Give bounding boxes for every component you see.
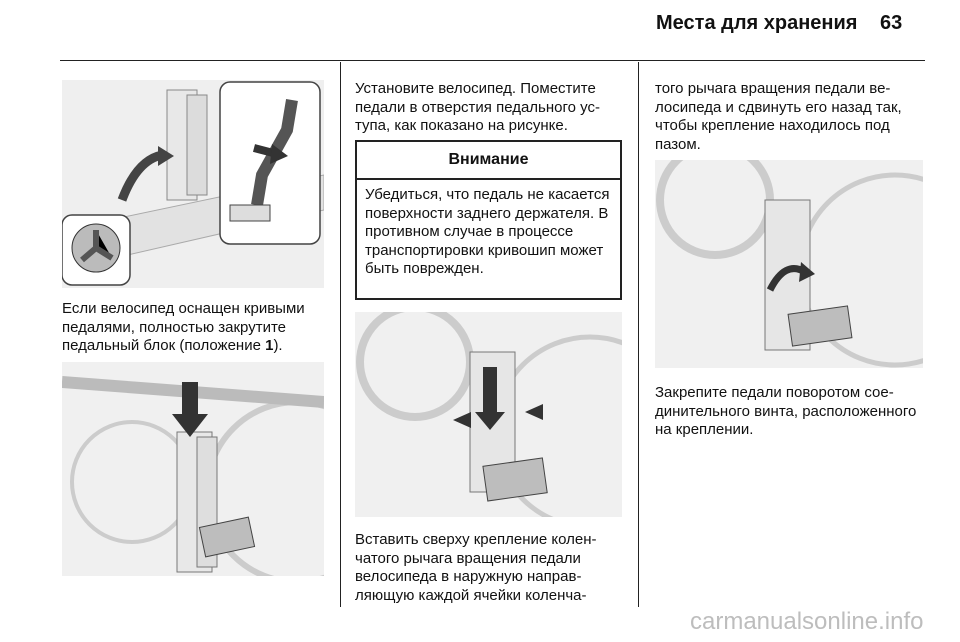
warning-title: Внимание: [357, 142, 620, 180]
caption-2: Вставить сверху крепление коленчатого рычага вращения педали велосипеда в наружную направляющую каждой ячейки коленча-: [355, 531, 597, 604]
section-title: Места для хранения: [656, 12, 858, 34]
illustration-bike-mount-down: [62, 362, 324, 576]
watermark: carmanualsonline.info: [690, 608, 924, 635]
column-divider-2: [638, 62, 639, 607]
illustration-screw-tighten: [655, 160, 923, 368]
warning-box: [355, 140, 622, 300]
col2-intro: Установите велосипед. Поместите педали в отверстия педального уступа, как показано на рисунке.: [355, 80, 600, 134]
page-number: 63: [880, 12, 903, 34]
col3-intro: того рычага вращения педали велосипеда и сдвинуть его назад так, чтобы крепление находилось под пазом.: [655, 80, 902, 153]
header-rule: [60, 60, 925, 61]
warning-body: Убедиться, что педаль не касается поверхности заднего держателя. В противном случае в процессе транспортировки кривошип может быть поврежден.: [365, 186, 610, 277]
illustration-pedal-block: [62, 80, 324, 288]
caption-1: Если велосипед оснащен кривыми педалями, полностью закрутите педальный блок (положение 1).: [62, 300, 305, 354]
column-divider-1: [340, 62, 341, 607]
caption-3: Закрепите педали поворотом соединительного винта, расположенного на креплении.: [655, 384, 917, 438]
illustration-crank-insert: [355, 312, 622, 517]
